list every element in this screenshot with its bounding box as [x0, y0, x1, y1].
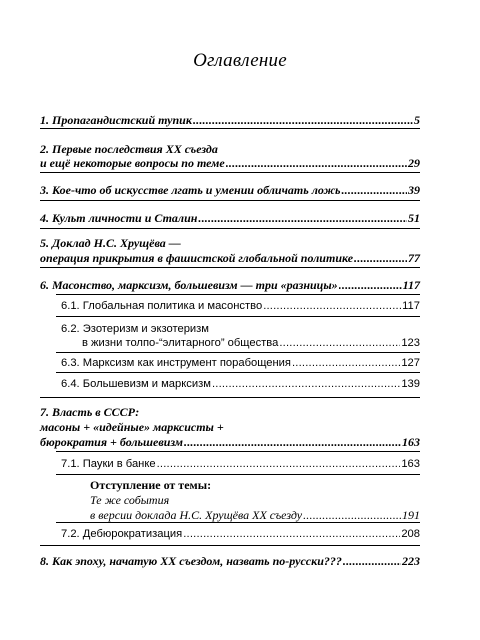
- toc-page-number: 117: [402, 300, 420, 312]
- toc-page-number: 223: [402, 554, 420, 568]
- toc-page-number: 51: [408, 211, 420, 225]
- dot-leader: [263, 298, 401, 314]
- divider: [56, 316, 420, 317]
- divider: [40, 200, 420, 201]
- toc-page-number: 77: [408, 251, 420, 265]
- toc-entry-title: бюрократия + большевизм: [40, 435, 183, 449]
- toc-page-number: 163: [402, 435, 420, 449]
- divider: [56, 474, 420, 475]
- toc-entry-title: 7.1. Пауки в банке: [61, 458, 156, 470]
- toc-page-number: 117: [402, 278, 420, 292]
- toc-entry-chapter-2-line-1[interactable]: 2. Первые последствия XX съезда: [40, 142, 218, 156]
- toc-entry-title: 8. Как эпоху, начатую XX съездом, назвать по-русски???: [40, 554, 342, 568]
- toc-entry-title: 6.4. Большевизм и марксизм: [61, 378, 211, 390]
- toc-entry-chapter-1[interactable]: [40, 112, 420, 128]
- toc-entry-section-6-2-line-1[interactable]: 6.2. Эзотеризм и экзотеризм: [61, 323, 209, 335]
- divider: [56, 372, 420, 373]
- toc-page-number: 39: [408, 183, 420, 197]
- toc-entry-title: операция прикрытия в фашистской глобальной политике: [40, 251, 354, 265]
- dot-leader: [341, 182, 407, 198]
- dot-leader: [198, 210, 407, 226]
- dot-leader: [303, 507, 401, 523]
- toc-entry-title: в версии доклада Н.С. Хрущёва XX съезду: [90, 508, 303, 522]
- toc-entry-digression[interactable]: [90, 507, 420, 523]
- toc-entry-chapter-7-line-2[interactable]: масоны + «идейные» марксисты +: [40, 420, 224, 434]
- dot-leader: [343, 553, 401, 569]
- dot-leader: [354, 250, 407, 266]
- toc-page-number: 163: [401, 458, 420, 470]
- toc-entry-title: 6.1. Глобальная политика и масонство: [61, 300, 263, 312]
- toc-entry-title: 3. Кое-что об искусстве лгать и умении обличать ложь: [40, 183, 341, 197]
- dot-leader: [226, 155, 407, 171]
- toc-entry-chapter-3[interactable]: [40, 182, 420, 198]
- dot-leader: [339, 277, 402, 293]
- toc-page-number: 123: [401, 337, 420, 349]
- digression-heading[interactable]: Отступление от темы:: [90, 478, 212, 492]
- dot-leader: [279, 335, 400, 351]
- toc-entry-title: в жизни толпо-“элитарного” общества: [82, 337, 279, 349]
- toc-entry-section-6-2[interactable]: [82, 335, 420, 351]
- divider: [40, 228, 420, 229]
- toc-entry-chapter-5-line-1[interactable]: 5. Доклад Н.С. Хрущёва —: [40, 236, 181, 250]
- toc-entry-chapter-5[interactable]: [40, 250, 420, 266]
- digression-line-1[interactable]: Те же события: [90, 493, 170, 507]
- toc-entry-section-7-2[interactable]: [61, 526, 420, 542]
- toc-entry-section-6-4[interactable]: [61, 376, 420, 392]
- toc-entry-title: 1. Пропагандистский тупик: [40, 113, 192, 127]
- toc-page-number: 29: [408, 156, 420, 170]
- toc-entry-section-7-1[interactable]: [61, 456, 420, 472]
- toc-entry-chapter-8[interactable]: [40, 553, 420, 569]
- toc-entry-chapter-6[interactable]: [40, 277, 420, 293]
- toc-page-number: 208: [401, 528, 420, 540]
- toc-page-number: 5: [414, 113, 420, 127]
- dot-leader: [212, 376, 400, 392]
- toc-entry-section-6-1[interactable]: [61, 298, 420, 314]
- divider: [56, 352, 420, 353]
- toc-entry-title: и ещё некоторые вопросы по теме: [40, 156, 225, 170]
- toc-entry-section-6-3[interactable]: [61, 355, 420, 371]
- toc-page-number: 139: [401, 378, 420, 390]
- divider: [56, 294, 420, 295]
- toc-entry-chapter-7-line-1[interactable]: 7. Власть в СССР:: [40, 405, 140, 419]
- divider: [40, 545, 420, 546]
- dot-leader: [184, 434, 401, 450]
- divider: [40, 267, 420, 268]
- divider: [40, 128, 420, 129]
- toc-entry-chapter-4[interactable]: [40, 210, 420, 226]
- page-title: Оглавление: [193, 50, 287, 71]
- dot-leader: [157, 456, 401, 472]
- toc-entry-title: 6. Масонство, марксизм, большевизм — три «разницы»: [40, 278, 338, 292]
- toc-entry-title: 7.2. Дебюрократизация: [61, 528, 183, 540]
- divider: [40, 397, 420, 398]
- toc-page-number: 191: [402, 508, 420, 522]
- divider: [56, 522, 420, 523]
- dot-leader: [193, 112, 413, 128]
- toc-page-number: 127: [401, 357, 420, 369]
- dot-leader: [292, 355, 400, 371]
- dot-leader: [183, 526, 400, 542]
- toc-entry-title: 4. Культ личности и Сталин: [40, 211, 198, 225]
- toc-entry-chapter-7[interactable]: [40, 434, 420, 450]
- toc-entry-title: 6.3. Марксизм как инструмент порабощения: [61, 357, 291, 369]
- divider: [40, 172, 420, 173]
- toc-entry-chapter-2[interactable]: [40, 155, 420, 171]
- divider: [56, 451, 420, 452]
